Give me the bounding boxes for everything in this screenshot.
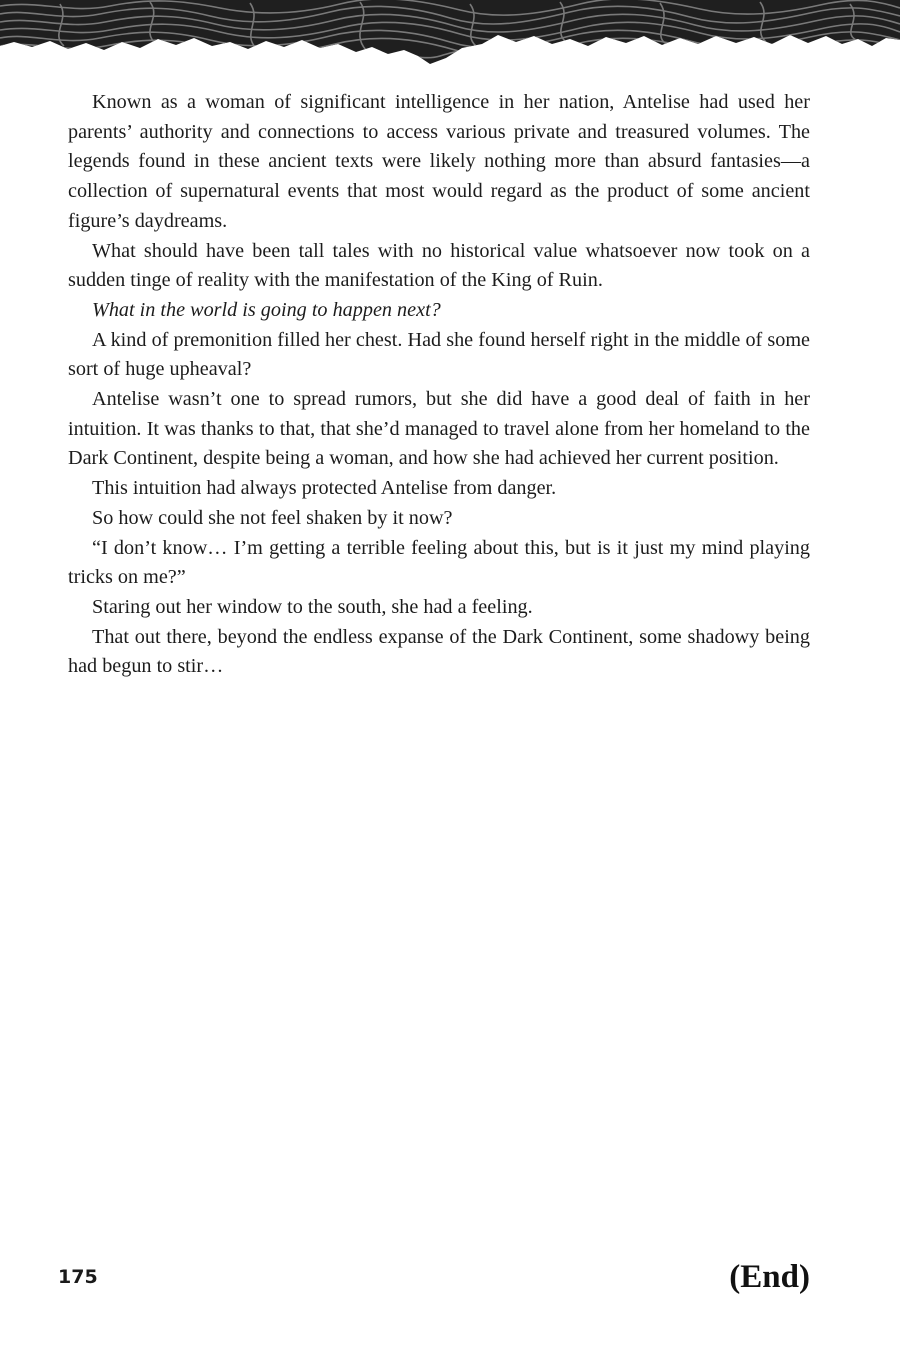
paragraph: A kind of premonition filled her chest. Had she found herself right in the middle of some sort of huge upheaval? bbox=[68, 328, 810, 381]
paragraph: What should have been tall tales with no historical value whatsoever now took on a sudden tinge of reality with the manifestation of the King of Ruin. bbox=[68, 239, 810, 292]
paragraph-dialogue: “I don’t know… I’m getting a terrible feeling about this, but is it just my mind playing tricks on me?” bbox=[68, 536, 810, 589]
page-number: 175 bbox=[58, 1266, 98, 1288]
paragraph: Staring out her window to the south, she had a feeling. bbox=[92, 595, 533, 618]
paragraph: Antelise wasn’t one to spread rumors, but she did have a good deal of faith in her intuition. It was thanks to that, that she’d managed to travel alone from her homeland to the Dark Continent, despite being a woman, and how she had achieved her current position. bbox=[68, 388, 810, 470]
paragraph: Known as a woman of significant intelligence in her nation, Antelise had used her parents’ authority and connections to access various private and treasured volumes. The legends found in these ancient texts were likely nothing more than absurd fantasies—a collection of supernatural events that most would regard as the product of some ancient figure’s daydreams. bbox=[68, 91, 810, 232]
paragraph: That out there, beyond the endless expanse of the Dark Continent, some shadowy being had begun to stir… bbox=[68, 625, 810, 678]
paragraph: This intuition had always protected Antelise from danger. bbox=[92, 477, 557, 500]
torn-page-header-decoration bbox=[0, 0, 900, 66]
paragraph: So how could she not feel shaken by it now? bbox=[92, 506, 453, 529]
story-text bbox=[68, 88, 810, 682]
end-mark: (End) bbox=[729, 1259, 810, 1295]
paragraph-inner-thought: What in the world is going to happen next? bbox=[92, 298, 441, 321]
